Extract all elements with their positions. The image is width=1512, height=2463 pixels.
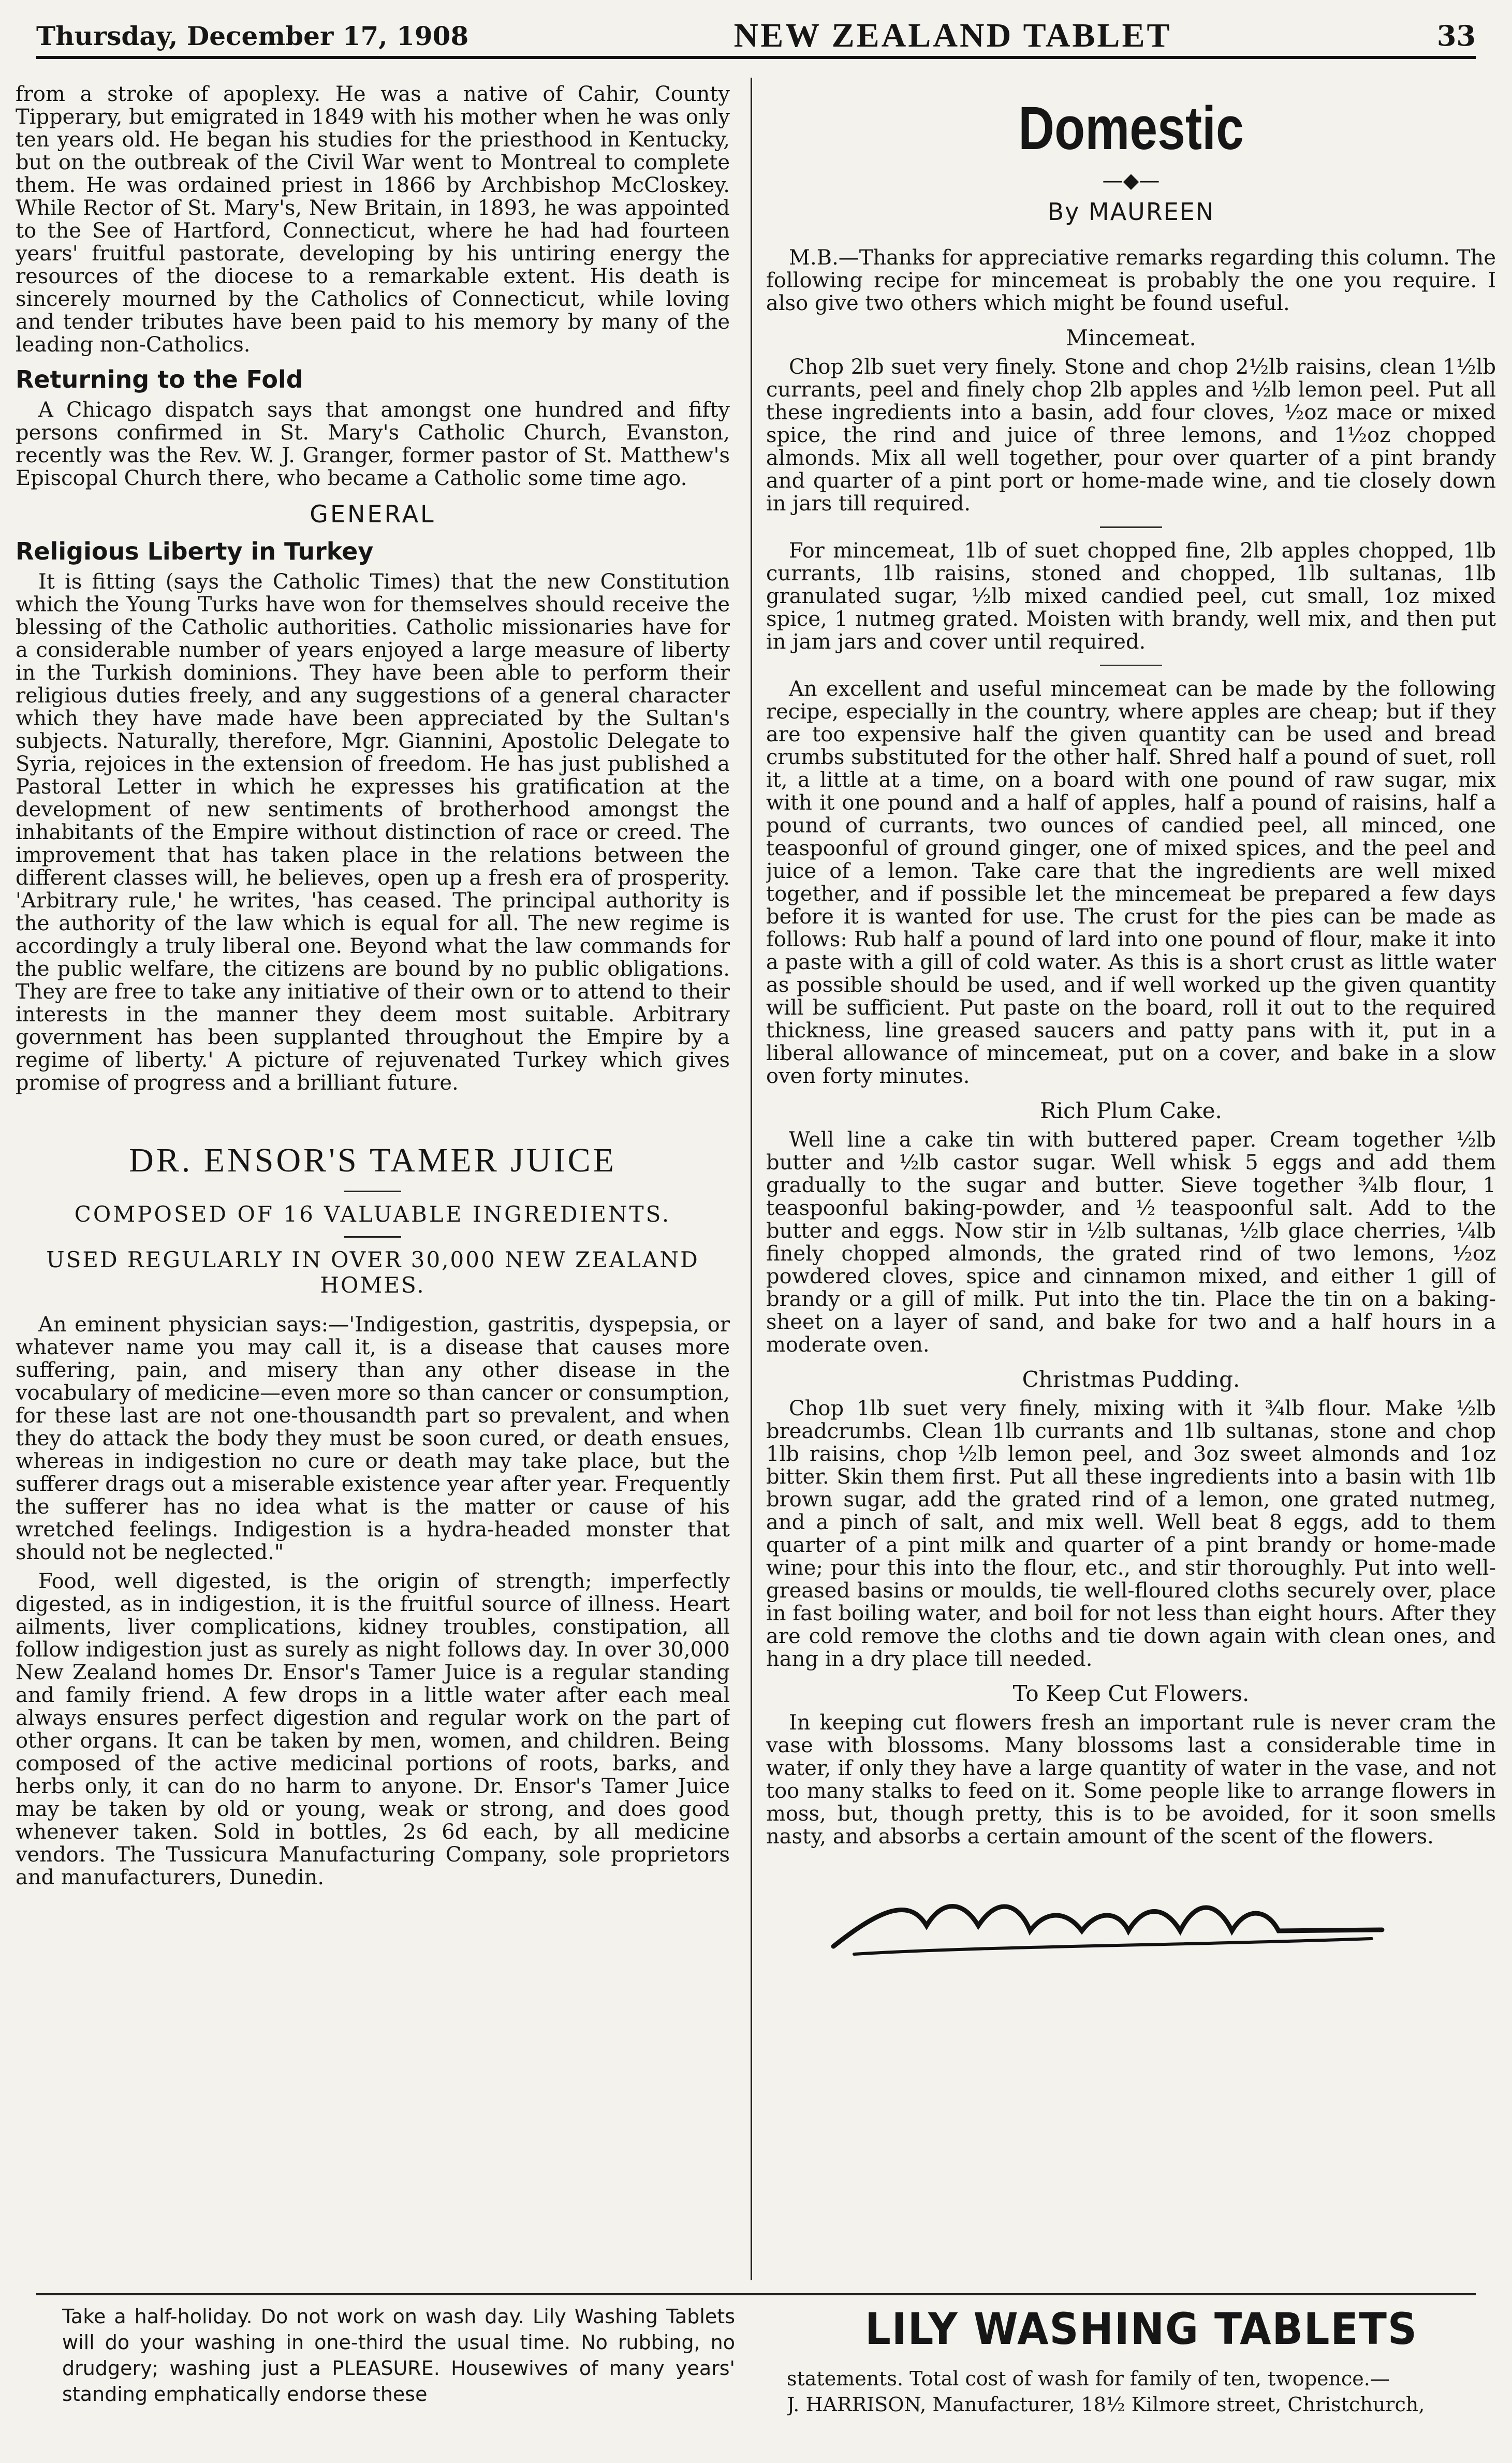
fold-heading: Returning to the Fold [16, 365, 303, 393]
cut-flowers-heading: To Keep Cut Flowers. [1012, 1681, 1250, 1706]
page-number: 33 [1436, 19, 1476, 52]
general-heading: GENERAL [310, 500, 436, 528]
fold-text: A Chicago dispatch says that amongst one hundred and fifty persons confirmed in St. Mary's Catholic Church, Evanston, recently was the Rev. W. J. Granger, former pastor of St. Matthew's Episcopal Church there, who became a Catholic some time ago. [16, 398, 730, 490]
advert-paragraph: An eminent physician says:—'Indigestion, gastritis, dyspepsia, or whatever name you may call it, is a disease that causes more suffering, pain, and misery than any other disease in the vocabulary of medicine—even more so than cancer or consumption, for these last are not one-thousandth part so prevalent, and when they do attack the body they must be soon cured, or death ensues, whereas in indigestion no cure or death may take place, but the sufferer drags out a miserable existence year after year. Frequently the sufferer has no idea what is the matter or cause of his wretched feelings. Indigestion is a hydra-headed monster that should not be neglected." [16, 1313, 730, 1564]
mincemeat-recipe-1: Chop 2lb suet very finely. Stone and chop 2½lb raisins, clean 1½lb currants, peel and finely chop 2lb apples and ½lb lemon peel. Put all these ingredients into a basin, add four cloves, ½oz mace or mixed spice, the rind and juice of three lemons, and 1½oz chopped almonds. Mix all well together, pour over quarter of a pint brandy and quarter of a pint port or home-made wine, and tie closely down in jars till required. [766, 355, 1496, 516]
right-column [766, 83, 1496, 2278]
maureen-signature [823, 1869, 1392, 1967]
masthead-title: NEW ZEALAND TABLET [733, 17, 1172, 54]
turkey-heading: Religious Liberty in Turkey [16, 537, 374, 565]
column-divider [751, 78, 752, 2280]
turkey-text: It is fitting (says the Catholic Times) that the new Constitution which the Young Turks have won for themselves should receive the blessing of the Catholic authorities. Catholic missionaries have for a considerable number of years enjoyed a large measure of liberty in the Turkish dominions. They have been able to perform their religious duties freely, and any suggestions of a general character which they have made have been appreciated by the Sultan's subjects. Naturally, therefore, Mgr. Giannini, Apostolic Delegate to Syria, rejoices in the extension of freedom. He has just published a Pastoral Letter in which he expresses his gratification at the development of new sentiments of brotherhood amongst the inhabitants of the Empire without distinction of race or creed. The improvement that has taken place in the relations between the different classes will, he believes, open up a fresh era of prosperity. 'Arbitrary rule,' he writes, 'has ceased. The principal authority is the authority of the law which is equal for all. The new regime is accordingly a truly liberal one. Beyond what the law commands for the public welfare, the citizens are bound by no public obligations. They are free to take any initiative of their own or to attend to their interests in the manner they deem most suitable. Arbitrary government has been supplanted throughout the Empire by a regime of liberty.' A picture of rejuvenated Turkey which gives promise of progress and a brilliant future. [16, 570, 730, 1095]
advert-rule [344, 1191, 401, 1192]
page-header [36, 16, 1476, 59]
cut-flowers-text: In keeping cut flowers fresh an important rule is never cram the vase with blossoms. Many blossoms last a considerable time in water, if only they have a large quantity of water in the vase, and not too many stalks to feed on it. Some people like to arrange flowers in moss, but, though pretty, this is to be avoided, for it soon smells nasty, and absorbs a certain amount of the scent of the flowers. [766, 1711, 1496, 1849]
advert-subtitle-ingredients: COMPOSED OF 16 VALUABLE INGREDIENTS. [74, 1201, 671, 1227]
advert-rule [344, 1236, 401, 1238]
plum-cake-heading: Rich Plum Cake. [1040, 1098, 1222, 1123]
domestic-title: Domestic [1018, 94, 1244, 163]
footer-rule [36, 2293, 1476, 2295]
plum-cake-text: Well line a cake tin with buttered paper. Cream together ½lb butter and ½lb castor sugar. Well whisk 5 eggs and add them gradually to the sugar and butter. Sieve together ¾lb flour, 1 teaspoonful baking-powder, and ½ teaspoonful salt. Add to the butter and eggs. Now stir in ½lb sultanas, ½lb glace cherries, ¼lb finely chopped almonds, the grated rind of two lemons, ½oz powdered cloves, spice and cinnamon mixed, and either 1 gill of brandy or a gill of milk. Put into the tin. Place the tin on a baking-sheet on a layer of sand, and bake for two and a half hours in a moderate oven. [766, 1128, 1496, 1357]
advert-paragraph: Food, well digested, is the origin of strength; imperfectly digested, as in indigestion, it is the fruitful source of illness. Heart ailments, liver complications, kidney troubles, constipation, all follow indigestion just as surely as night follows day. In over 30,000 New Zealand homes Dr. Ensor's Tamer Juice is a regular standing and family friend. A few drops in a little water after each meal always ensures perfect digestion and regular work on the part of other organs. It can be taken by men, women, and children. Being composed of the active medicinal portions of roots, barks, and herbs only, it can do no harm to anyone. Dr. Ensor's Tamer Juice may be taken by old or young, weak or strong, and does good whenever taken. Sold in bottles, 2s 6d each, by all medicine vendors. The Tussicura Manufacturing Company, sole proprietors and manufacturers, Dunedin. [16, 1570, 730, 1889]
lily-title: LILY WASHING TABLETS [865, 2304, 1418, 2354]
mincemeat-heading: Mincemeat. [1066, 325, 1196, 350]
advert-subtitle-homes: USED REGULARLY IN OVER 30,000 NEW ZEALAND HOMES. [46, 1247, 699, 1298]
tamer-juice-advert [16, 1141, 730, 1889]
lily-manufacturer: J. HARRISON, Manufacturer, 18½ Kilmore street, Christchurch, [787, 2393, 1425, 2416]
separator-rule [1100, 526, 1162, 528]
lily-advert-copy: Take a half-holiday. Do not work on wash day. Lily Washing Tablets will do your washing in one-third the usual time. No rubbing, no drudgery; washing just a PLEASURE. Housewives of many years' standing emphatically endorse these [62, 2305, 735, 2406]
byline: By MAUREEN [1047, 198, 1215, 226]
obituary-text: from a stroke of apoplexy. He was a native of Cahir, County Tipperary, but emigrated in 1849 with his mother when he was only ten years old. He began his studies for the priesthood in Kentucky, but on the outbreak of the Civil War went to Montreal to complete them. He was ordained priest in 1866 by Archbishop McCloskey. While Rector of St. Mary's, New Britain, in 1893, he was appointed to the See of Hartford, Connecticut, where he had had fourteen years' fruitful pastorate, developing by his untiring energy the resources of the diocese to a remarkable extent. His death is sincerely mourned by the Catholics of Connecticut, while loving and tender tributes have been paid to his memory by many of the leading non-Catholics. [16, 83, 730, 357]
separator-rule [1100, 665, 1162, 666]
advert-title: DR. ENSOR'S TAMER JUICE [129, 1141, 616, 1179]
mincemeat-recipe-3: An excellent and useful mincemeat can be made by the following recipe, especially in the country, where apples are cheap; but if they are too expensive half the given quantity can be used and bread crumbs substituted for the other half. Shred half a pound of suet, roll it, a little at a time, on a board with one pound of raw sugar, mix with it one pound and a half of apples, half a pound of raisins, half a pound of currants, two ounces of candied peel, all minced, one teaspoonful of ground ginger, one of mixed spices, and the peel and juice of a lemon. Take care that the ingredients are well mixed together, and if possible let the mincemeat be prepared a few days before it is wanted for use. The crust for the pies can be made as follows: Rub half a pound of lard into one pound of flour, make it into a paste with a gill of cold water. As this is a short crust as little water as possible should be used, and if well worked up the given quantity will be sufficient. Put paste on the board, roll it out to the required thickness, line greased saucers and patty pans with it, put in a liberal allowance of mincemeat, put on a cover, and bake in a slow oven forty minutes. [766, 677, 1496, 1088]
christmas-pudding-heading: Christmas Pudding. [1022, 1367, 1240, 1392]
left-column [16, 83, 730, 2278]
lily-statement: statements. Total cost of wash for family of ten, twopence.— [787, 2367, 1390, 2390]
christmas-pudding-text: Chop 1lb suet very finely, mixing with it ¾lb flour. Make ½lb breadcrumbs. Clean 1lb currants and 1lb sultanas, stone and chop 1lb raisins, chop ½lb lemon peel, and 3oz sweet almonds and 1oz bitter. Skin them first. Put all these ingredients into a basin with 1lb brown sugar, add the grated rind of a lemon, one grated nutmeg, and a pinch of salt, and mix well. Well beat 8 eggs, add to them quarter of a pint milk and quarter of a pint brandy or home-made wine; pour this into the flour, etc., and stir thoroughly. Put into well-greased basins or moulds, tie well-floured cloths securely over, place in fast boiling water, and boil for not less than eight hours. After they are cold remove the cloths and tie down again with clean ones, and hang in a dry place till needed. [766, 1397, 1496, 1671]
intro-text: M.B.—Thanks for appreciative remarks regarding this column. The following recipe for mincemeat is probably the one you require. I also give two others which might be found useful. [766, 246, 1496, 315]
lily-advert-text [62, 2304, 735, 2459]
lily-advert-banner [787, 2304, 1496, 2459]
title-ornament: —◆— [1102, 169, 1160, 193]
issue-date: Thursday, December 17, 1908 [36, 20, 469, 51]
mincemeat-recipe-2: For mincemeat, 1lb of suet chopped fine, 2lb apples chopped, 1lb currants, 1lb raisins, stoned and chopped, 1lb sultanas, 1lb granulated sugar, ½lb mixed candied peel, cut small, 1oz mixed spice, 1 nutmeg grated. Moisten with brandy, well mix, and then put in jam jars and cover until required. [766, 539, 1496, 654]
